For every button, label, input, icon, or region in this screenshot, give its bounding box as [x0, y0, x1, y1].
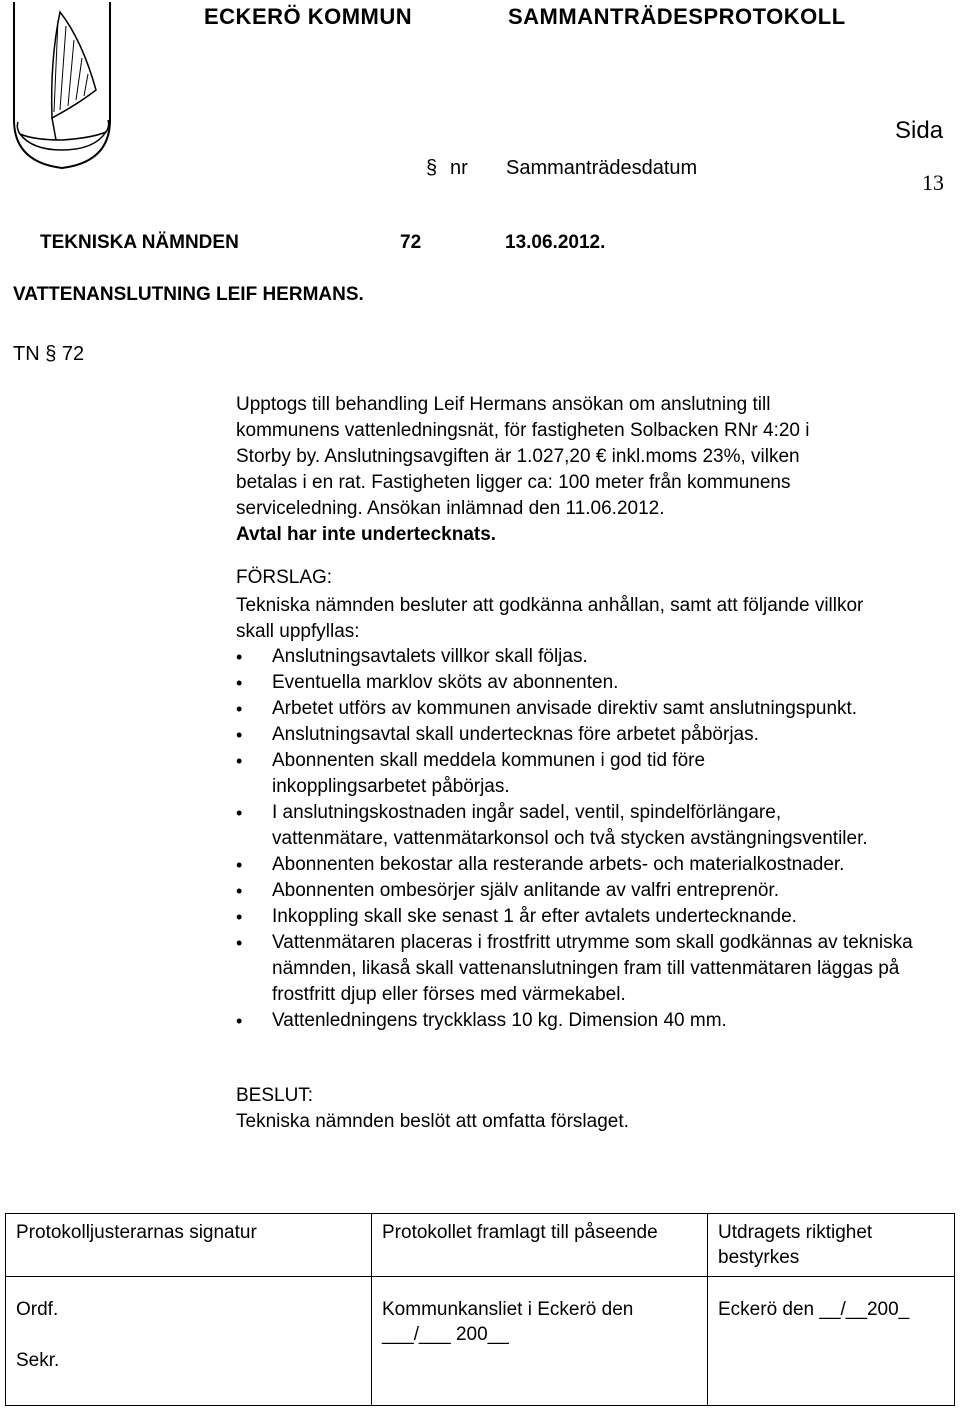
list-item: • Anslutningsavtalets villkor skall följas.: [236, 644, 952, 670]
intro-line: kommunens vattenledningsnät, för fastigheten Solbacken RNr 4:20 i: [236, 420, 810, 441]
certified-value: Eckerö den __/__200_: [718, 1299, 910, 1320]
page-label: Sida: [895, 117, 944, 144]
decision-text: Tekniska nämnden beslöt att omfatta förslaget.: [236, 1111, 629, 1132]
list-item: • I anslutningskostnaden ingår sadel, ventil, spindelförlängare, vattenmätare, vattenmätarkonsol och två stycken avstängningsventiler.: [236, 800, 872, 852]
intro-paragraph: [236, 392, 936, 548]
proposal-heading: FÖRSLAG:: [236, 567, 333, 588]
matter-reference: TN § 72: [13, 343, 85, 365]
intro-line: Storby by. Anslutningsavgiften är 1.027,20 € inkl.moms 23%, vilken: [236, 446, 800, 467]
nr-label: nr: [450, 157, 468, 179]
proposal-text: Tekniska nämnden besluter att godkänna anhållan, samt att följande villkor skall uppfyllas:: [236, 595, 864, 642]
list-item: • Anslutningsavtal skall undertecknas före arbetet påbörjas.: [236, 722, 952, 748]
intro-line: serviceledning. Ansökan inlämnad den 11.06.2012.: [236, 498, 665, 519]
secretary-label: Sekr.: [16, 1350, 60, 1371]
conditions-list: [236, 644, 952, 1034]
list-item: • Eventuella marklov sköts av abonnenten.: [236, 670, 952, 696]
page-number: 13: [922, 170, 944, 195]
list-item: • Vattenledningens tryckklass 10 kg. Dimension 40 mm.: [236, 1008, 952, 1034]
list-item: • Vattenmätaren placeras i frostfritt utrymme som skall godkännas av tekniska nämnden, likaså skall vattenanslutningen fram till vattenmätaren läggas på frostfritt djup eller förses med värmekabel.: [236, 930, 952, 1008]
meeting-date: 13.06.2012.: [505, 232, 606, 253]
document-type: SAMMANTRÄDESPROTOKOLL: [508, 4, 846, 29]
intro-line: betalas i en rat. Fastigheten ligger ca: 100 meter från kommunens: [236, 472, 791, 493]
chairman-label: Ordf.: [16, 1299, 59, 1320]
section-icon: §: [426, 157, 438, 179]
col-header-signatures: Protokolljusterarnas signatur: [6, 1214, 372, 1277]
meeting-date-label: Sammanträdesdatum: [506, 157, 698, 179]
municipality-logo: [8, 0, 116, 170]
list-item: • Inkoppling skall ske senast 1 år efter avtalets undertecknande.: [236, 904, 952, 930]
signature-cell: [6, 1277, 372, 1406]
list-item: • Arbetet utförs av kommunen anvisade direktiv samt anslutningspunkt.: [236, 696, 952, 722]
posted-cell: [372, 1277, 708, 1406]
list-item: • Abonnenten bekostar alla resterande arbets- och materialkostnader.: [236, 852, 952, 878]
decision-heading: BESLUT:: [236, 1085, 314, 1106]
certified-cell: [708, 1277, 955, 1406]
col-header-posted: Protokollet framlagt till påseende: [372, 1214, 708, 1277]
posted-value: Kommunkansliet i Eckerö den ___/___ 200__: [382, 1299, 634, 1345]
signature-table: [5, 1213, 955, 1406]
list-item: • Abonnenten skall meddela kommunen i god tid före inkopplingsarbetet påbörjas.: [236, 748, 792, 800]
intro-line: Upptogs till behandling Leif Hermans ansökan om anslutning till: [236, 394, 771, 415]
meeting-body: TEKNISKA NÄMNDEN: [40, 232, 239, 253]
list-item: • Abonnenten ombesörjer själv anlitande av valfri entreprenör.: [236, 878, 952, 904]
meeting-number: 72: [400, 232, 422, 253]
municipality-name: ECKERÖ KOMMUN: [204, 4, 413, 29]
intro-note: Avtal har inte undertecknats.: [236, 524, 497, 545]
matter-title: VATTENANSLUTNING LEIF HERMANS.: [13, 284, 364, 305]
col-header-certified: Utdragets riktighet bestyrkes: [708, 1214, 955, 1277]
